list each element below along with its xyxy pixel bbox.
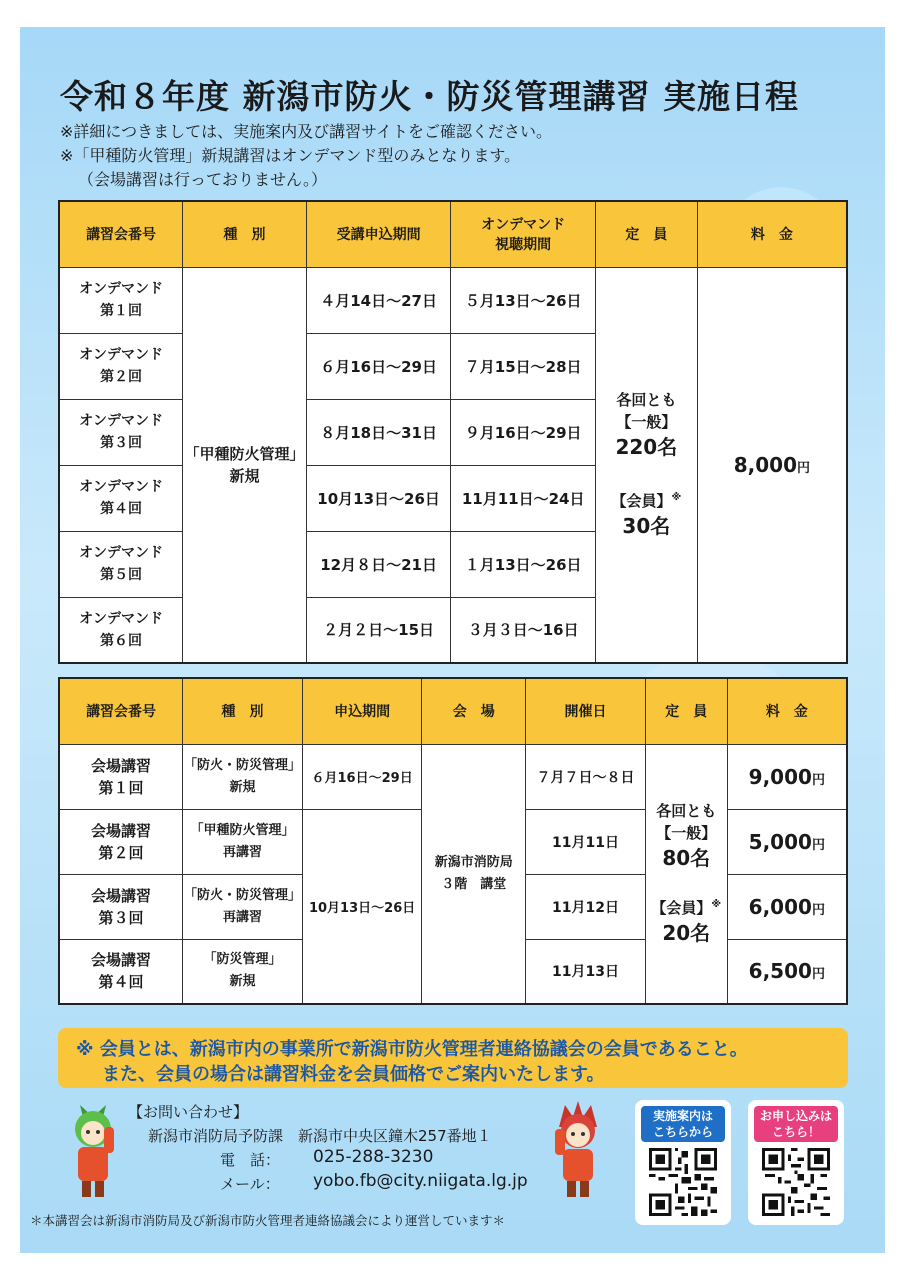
note-line-3: （会場講習は行っておりません。） bbox=[78, 170, 327, 189]
table-row bbox=[59, 744, 847, 809]
note-line-1: ※詳細につきましては、実施案内及び講習サイトをご確認ください。 bbox=[60, 122, 552, 141]
course-number-line1: オンデマンド bbox=[79, 479, 164, 495]
capacity-member-mark: ※ bbox=[711, 899, 722, 911]
course-type-cell bbox=[183, 809, 303, 874]
course-number-line2: 第２回 bbox=[98, 843, 144, 862]
fee-unit: 円 bbox=[811, 837, 825, 853]
apply-period-cell: ６月16日～29日 bbox=[302, 744, 422, 809]
capacity-each: 各回とも bbox=[616, 391, 677, 410]
capacity-general-label: 【一般】 bbox=[656, 824, 717, 843]
course-type-line1: 「防災管理」 bbox=[203, 952, 282, 968]
course-number-line1: オンデマンド bbox=[79, 347, 164, 363]
table-row bbox=[59, 267, 847, 333]
date-cell: 11月13日 bbox=[526, 939, 646, 1004]
header-fee: 料 金 bbox=[697, 201, 847, 267]
venue-cell bbox=[422, 744, 526, 1004]
date-cell: ７月７日～８日 bbox=[526, 744, 646, 809]
apply-period-cell: ８月18日～31日 bbox=[306, 399, 451, 465]
fee-amount: 5,000 bbox=[748, 829, 812, 854]
course-number-line2: 第１回 bbox=[100, 303, 143, 319]
fee-unit: 円 bbox=[797, 460, 811, 476]
capacity-cell bbox=[595, 267, 697, 663]
capacity-member-mark: ※ bbox=[671, 492, 682, 504]
contact-tel-label: 電 話： bbox=[220, 1151, 281, 1169]
fee-unit: 円 bbox=[811, 967, 825, 983]
capacity-general-label: 【一般】 bbox=[616, 413, 677, 432]
course-type-line2: 新規 bbox=[229, 466, 260, 485]
header-type: 種 別 bbox=[183, 201, 307, 267]
course-number-cell bbox=[59, 874, 183, 939]
contact-mail-label: メール： bbox=[220, 1175, 280, 1193]
course-number-line1: 会場講習 bbox=[91, 951, 152, 970]
header-capacity: 定 員 bbox=[645, 678, 727, 744]
venue-line2: ３階 講堂 bbox=[441, 876, 507, 892]
course-number-line1: オンデマンド bbox=[79, 545, 164, 561]
contact-heading: 【お問い合わせ】 bbox=[128, 1103, 249, 1121]
ondemand-schedule-table bbox=[58, 200, 848, 664]
view-period-cell: 11月11日～24日 bbox=[451, 465, 596, 531]
course-number-cell bbox=[59, 531, 183, 597]
course-number-line2: 第１回 bbox=[98, 778, 144, 797]
contact-org: 新潟市消防局予防課 新潟市中央区鐘木257番地１ bbox=[148, 1127, 492, 1145]
course-number-line1: オンデマンド bbox=[79, 281, 164, 297]
header-apply-period: 申込期間 bbox=[302, 678, 422, 744]
course-type-cell bbox=[183, 939, 303, 1004]
course-type-line2: 再講習 bbox=[222, 844, 262, 860]
fee-amount: 6,500 bbox=[748, 959, 812, 984]
qr-card-info-line2: こちらから bbox=[652, 1125, 713, 1139]
course-number-line2: 第３回 bbox=[98, 908, 144, 927]
capacity-member-number: 20名 bbox=[662, 921, 711, 946]
fee-cell bbox=[727, 939, 847, 1004]
capacity-general-number: 220名 bbox=[615, 435, 678, 460]
view-period-cell: １月13日～26日 bbox=[451, 531, 596, 597]
course-number-line2: 第４回 bbox=[100, 501, 143, 517]
fee-amount: 6,000 bbox=[748, 894, 812, 919]
member-note-box bbox=[58, 1028, 848, 1088]
course-number-line1: 会場講習 bbox=[91, 821, 152, 840]
qr-code-info-icon[interactable] bbox=[649, 1148, 717, 1216]
course-number-line2: 第４回 bbox=[98, 973, 144, 992]
header-date: 開催日 bbox=[526, 678, 646, 744]
member-note-line2: また、会員の場合は講習料金を会員価格でご案内いたします。 bbox=[102, 1064, 605, 1085]
course-number-line1: 会場講習 bbox=[91, 756, 152, 775]
fee-amount: 8,000 bbox=[733, 452, 797, 477]
header-apply-period: 受講申込期間 bbox=[306, 201, 451, 267]
apply-period-cell: 10月13日～26日 bbox=[302, 809, 422, 1004]
qr-card-info[interactable] bbox=[635, 1100, 731, 1225]
course-number-cell bbox=[59, 939, 183, 1004]
course-number-cell bbox=[59, 809, 183, 874]
date-cell: 11月11日 bbox=[526, 809, 646, 874]
fee-unit: 円 bbox=[811, 772, 825, 788]
apply-period-cell: ２月２日～15日 bbox=[306, 597, 451, 663]
course-type-cell bbox=[183, 267, 307, 663]
course-type-cell bbox=[183, 744, 303, 809]
header-course-number: 講習会番号 bbox=[59, 678, 183, 744]
fee-cell bbox=[697, 267, 847, 663]
fee-cell bbox=[727, 809, 847, 874]
qr-code-apply-icon[interactable] bbox=[762, 1148, 830, 1216]
course-type-cell bbox=[183, 874, 303, 939]
qr-card-apply-line1: お申し込みは bbox=[759, 1109, 832, 1123]
course-number-line2: 第２回 bbox=[100, 369, 143, 385]
header-type: 種 別 bbox=[183, 678, 303, 744]
course-number-cell bbox=[59, 267, 183, 333]
view-period-cell: ５月13日～26日 bbox=[451, 267, 596, 333]
header-course-number: 講習会番号 bbox=[59, 201, 183, 267]
course-type-line2: 新規 bbox=[229, 974, 256, 990]
qr-card-apply-header bbox=[754, 1106, 838, 1142]
page-title: 令和８年度 新潟市防火・防災管理講習 実施日程 bbox=[60, 77, 799, 116]
course-number-cell bbox=[59, 465, 183, 531]
capacity-general-number: 80名 bbox=[662, 846, 711, 871]
view-period-cell: ９月16日～29日 bbox=[451, 399, 596, 465]
view-period-cell: ７月15日～28日 bbox=[451, 333, 596, 399]
venue-schedule-table bbox=[58, 677, 848, 1005]
capacity-member-number: 30名 bbox=[622, 514, 671, 539]
fee-amount: 9,000 bbox=[748, 764, 812, 789]
table-header-row bbox=[59, 678, 847, 744]
member-note-line1: ※ 会員とは、新潟市内の事業所で新潟市防火管理者連絡協議会の会員であること。 bbox=[76, 1039, 748, 1060]
course-type-line1: 「甲種防火管理」 bbox=[190, 822, 295, 838]
qr-card-apply[interactable] bbox=[748, 1100, 844, 1225]
footer-note: ＊本講習会は新潟市消防局及び新潟市防火管理者連絡協議会により運営しています＊ bbox=[30, 1213, 506, 1228]
table-header-row bbox=[59, 201, 847, 267]
capacity-cell bbox=[645, 744, 727, 1004]
qr-card-info-header bbox=[641, 1106, 725, 1142]
course-type-line1: 「防火・防災管理」 bbox=[183, 757, 301, 773]
header-venue: 会 場 bbox=[422, 678, 526, 744]
course-type-line1: 「甲種防火管理」 bbox=[184, 444, 305, 463]
course-type-line2: 新規 bbox=[229, 779, 256, 795]
course-number-line1: オンデマンド bbox=[79, 610, 164, 627]
course-number-cell bbox=[59, 333, 183, 399]
course-number-cell bbox=[59, 399, 183, 465]
header-view-period-line1: オンデマンド bbox=[481, 217, 566, 234]
view-period-cell: ３月３日～16日 bbox=[451, 597, 596, 663]
mascot-red-hair-icon bbox=[545, 1097, 611, 1203]
apply-period-cell: ４月14日～27日 bbox=[306, 267, 451, 333]
course-number-cell bbox=[59, 744, 183, 809]
venue-line1: 新潟市消防局 bbox=[434, 854, 513, 870]
course-number-line2: 第６回 bbox=[100, 632, 143, 649]
apply-period-cell: 12月８日～21日 bbox=[306, 531, 451, 597]
poster-background bbox=[20, 27, 885, 1253]
qr-card-info-line1: 実施案内は bbox=[652, 1109, 713, 1123]
course-number-line2: 第５回 bbox=[100, 567, 143, 583]
date-cell: 11月12日 bbox=[526, 874, 646, 939]
header-capacity: 定 員 bbox=[595, 201, 697, 267]
mascot-green-hair-icon bbox=[60, 1097, 126, 1203]
course-number-cell bbox=[59, 597, 183, 663]
contact-mail: yobo.fb@city.niigata.lg.jp bbox=[313, 1171, 528, 1191]
capacity-member-label: 【会員】 bbox=[611, 492, 672, 511]
course-type-line1: 「防火・防災管理」 bbox=[183, 887, 301, 903]
fee-cell bbox=[727, 744, 847, 809]
course-number-line2: 第３回 bbox=[100, 435, 143, 451]
course-number-line1: オンデマンド bbox=[79, 413, 164, 429]
header-view-period bbox=[451, 201, 596, 267]
contact-tel: 025-288-3230 bbox=[313, 1147, 434, 1167]
course-number-line1: 会場講習 bbox=[91, 886, 152, 905]
apply-period-cell: 10月13日～26日 bbox=[306, 465, 451, 531]
course-type-line2: 再講習 bbox=[222, 909, 262, 925]
apply-period-cell: ６月16日～29日 bbox=[306, 333, 451, 399]
header-fee: 料 金 bbox=[727, 678, 847, 744]
fee-cell bbox=[727, 874, 847, 939]
qr-card-apply-line2: こちら！ bbox=[771, 1125, 820, 1139]
capacity-each: 各回とも bbox=[656, 802, 717, 821]
header-view-period-line2: 視聴期間 bbox=[495, 237, 552, 254]
capacity-member-label: 【会員】 bbox=[651, 899, 712, 918]
note-line-2: ※「甲種防火管理」新規講習はオンデマンド型のみとなります。 bbox=[60, 146, 521, 165]
contact-block bbox=[128, 1101, 548, 1201]
fee-unit: 円 bbox=[811, 902, 825, 918]
